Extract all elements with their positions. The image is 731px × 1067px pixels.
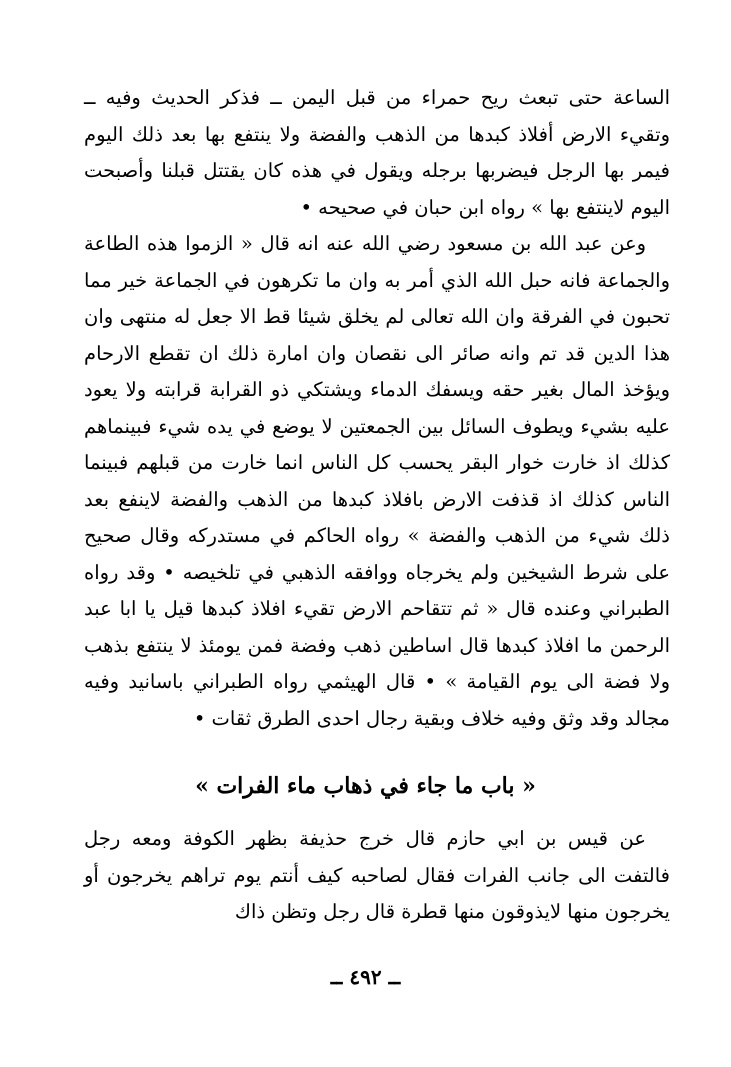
- page-number: ــ ٤٩٢ ــ: [330, 965, 401, 989]
- main-text: [84, 80, 670, 737]
- section-text: [84, 821, 670, 931]
- paragraph-2: وعن عبد الله بن مسعود رضي الله عنه انه قال « الزموا هذه الطاعة والجماعة فانه حبل الله الذي أمر به وان ما تكرهون في الجماعة خير مما تحبون في الفرقة وان الله تعالى لم يخلق شيئا قط الا جعل له منتهى وان هذا الدين قد تم وانه صائر الى نقصان وان امارة ذلك ان تقطع الارحام ويؤخذ المال بغير حقه ويسفك الدماء ويشتكي ذو القرابة قرابته ولا يعود عليه بشيء ويطوف السائل بين الجمعتين لا يوضع في يده شيء فبينماهم كذلك اذ خارت خوار البقر يحسب كل الناس انما خارت من قبلهم فبينما الناس كذلك اذ قذفت الارض بافلاذ كبدها من الذهب والفضة لاينفع بعد ذلك شيء من الذهب والفضة » رواه الحاكم في مستدركه وقال صحيح على شرط الشيخين ولم يخرجاه ووافقه الذهبي في تلخيصه • وقد رواه الطبراني وعنده قال « ثم تتقاحم الارض تقيء افلاذ كبدها قيل يا ابا عبد الرحمن ما افلاذ كبدها قال اساطين ذهب وفضة فمن يومئذ لا ينتفع بذهب ولا فضة الى يوم القيامة » • قال الهيثمي رواه الطبراني باسانيد وفيه مجالد وقد وثق وفيه خلاف وبقية رجال احدى الطرق ثقات •: [84, 232, 670, 730]
- paragraph-1: الساعة حتى تبعث ريح حمراء من قبل اليمن ــ فذكر الحديث وفيه ــ وتقيء الارض أفلاذ كبدها من الذهب والفضة ولا ينتفع بها بعد ذلك اليوم فيمر بها الرجل فيضربها برجله ويقول في هذه كان يقتتل قبلنا وأصبحت اليوم لاينتفع بها » رواه ابن حبان في صحيحه •: [84, 86, 670, 219]
- paragraph-3: عن قيس بن ابي حازم قال خرج حذيفة بظهر الكوفة ومعه رجل فالتفت الى جانب الفرات فقال لصاحبه كيف أنتم يوم تراهم يخرجون أو يخرجون منها لايذوقون منها قطرة قال رجل وتظن ذاك: [84, 827, 670, 923]
- section-heading: « باب ما جاء في ذهاب ماء الفرات »: [195, 773, 536, 799]
